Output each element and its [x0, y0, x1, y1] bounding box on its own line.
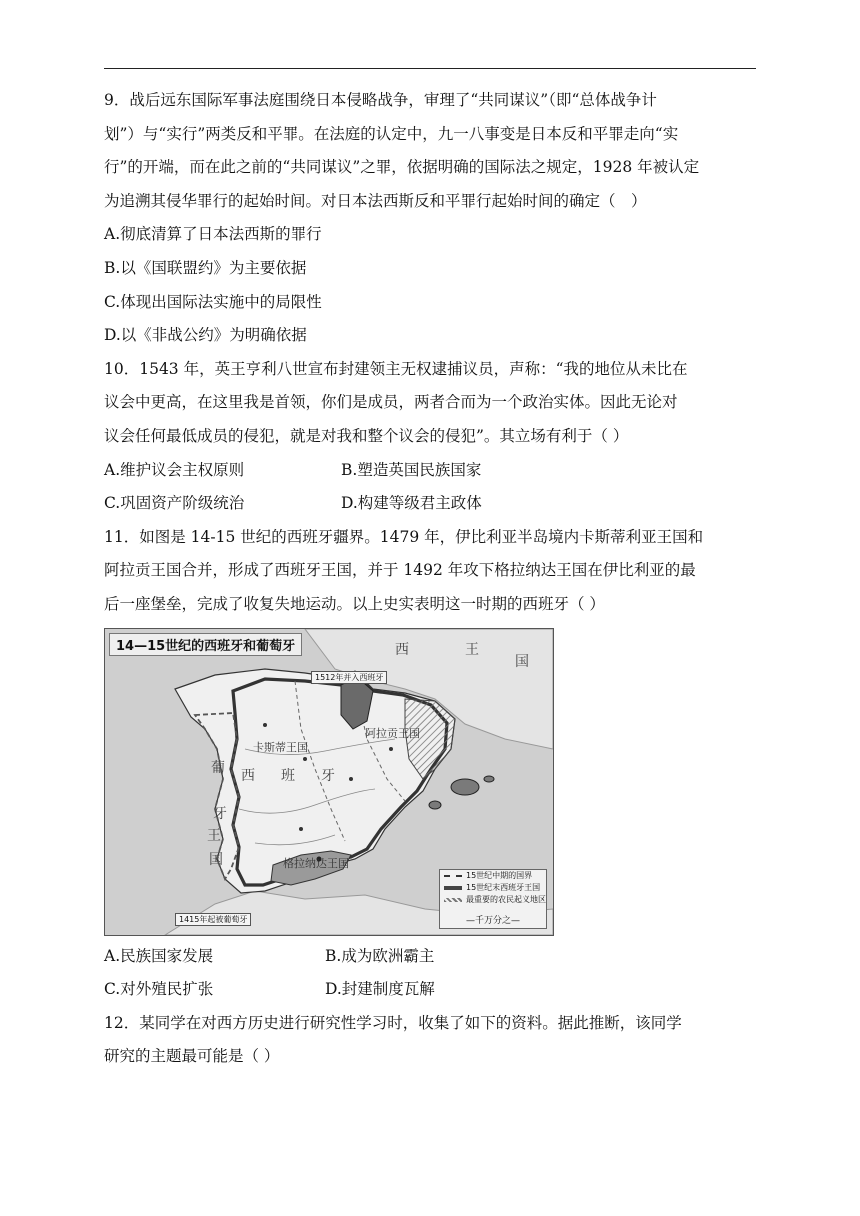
- granada-annotation: 1415年起被葡萄牙: [175, 913, 251, 926]
- q9-option-a[interactable]: A.彻底清算了日本法西斯的罪行: [104, 225, 322, 244]
- legend-swatch-hatched: [444, 898, 462, 902]
- map-label-ya2: 牙: [321, 767, 335, 784]
- map-legend: [439, 869, 547, 929]
- header-rule: [104, 68, 756, 69]
- q10-option-c[interactable]: C.巩固资产阶级统治: [104, 494, 245, 513]
- q10-line-3: 议会任何最低成员的侵犯，就是对我和整个议会的侵犯”。其立场有利于（ ）: [104, 426, 629, 445]
- q11-line-1: 11．如图是 14-15 世纪的西班牙疆界。1479 年，伊比利亚半岛境内卡斯蒂利亚王国和: [104, 527, 704, 546]
- q12-line-2: 研究的主题最可能是（ ）: [104, 1047, 280, 1066]
- legend-label-1: 15世纪中期的国界: [466, 871, 533, 880]
- q9-option-b[interactable]: B.以《国联盟约》为主要依据: [104, 258, 307, 277]
- q9-line-1: 9．战后远东国际军事法庭围绕日本侵略战争，审理了“共同谋议”（即“总体战争计: [104, 91, 657, 109]
- map-scale: —千万分之—: [465, 915, 520, 926]
- q10-options-row-2: [104, 487, 764, 521]
- q10-option-b[interactable]: B.塑造英国民族国家: [341, 460, 482, 479]
- navarre-annotation: 1512年并入西班牙: [311, 671, 387, 684]
- legend-item-3: [440, 894, 546, 906]
- legend-label-3: 最重要的农民起义地区: [466, 895, 546, 904]
- q9-line-2: 划”）与“实行”两类反和平罪。在法庭的认定中，九一八事变是日本反和平罪走向“实: [104, 124, 679, 143]
- q9-line-4: 为追溯其侵华罪行的起始时间。对日本法西斯反和平罪行起始时间的确定（ ）: [104, 191, 647, 210]
- legend-label-2: 15世纪末西班牙王国: [466, 883, 541, 892]
- q10-option-a[interactable]: A.维护议会主权原则: [104, 460, 245, 479]
- q11-option-d[interactable]: D.封建制度瓦解: [325, 980, 435, 999]
- q9-option-c[interactable]: C.体现出国际法实施中的局限性: [104, 292, 322, 311]
- map-label-xi2: 西: [241, 767, 255, 784]
- map-label-wang2: 王: [207, 827, 221, 844]
- map-label-guo: 国: [515, 653, 529, 670]
- q11-options-row-1: [104, 940, 764, 974]
- q9-option-d[interactable]: D.以《非战公约》为明确依据: [104, 326, 307, 345]
- q10-line-1: 10．1543 年，英王亨利八世宣布封建领主无权逮捕议员，声称：“我的地位从未比在: [104, 359, 688, 378]
- legend-item-1: [440, 870, 546, 882]
- q10-line-2: 议会中更高，在这里我是首领，你们是成员，两者合而为一个政治实体。因此无论对: [104, 393, 678, 412]
- question-9: [104, 84, 764, 353]
- legend-swatch-dashed: [444, 875, 462, 877]
- q11-option-b[interactable]: B.成为欧洲霸主: [325, 946, 435, 965]
- q11-line-2: 阿拉贡王国合并，形成了西班牙王国，并于 1492 年攻下格拉纳达王国在伊比利亚的最: [104, 561, 696, 580]
- iberia-map: [104, 628, 554, 936]
- q11-options-row-2: [104, 973, 764, 1007]
- legend-swatch-solid: [444, 886, 462, 890]
- map-label-ya: 牙: [213, 805, 227, 822]
- legend-item-2: [440, 882, 546, 894]
- map-label-wang: 王: [465, 641, 479, 658]
- map-label-granada: 格拉纳达王国: [283, 856, 349, 870]
- question-10: [104, 353, 764, 521]
- q11-option-c[interactable]: C.对外殖民扩张: [104, 980, 214, 999]
- map-label-guo2: 国: [209, 851, 223, 868]
- q9-line-3: 行”的开端，而在此之前的“共同谋议”之罪，依据明确的国际法之规定，1928 年被认定: [104, 158, 700, 177]
- q12-line-1: 12．某同学在对西方历史进行研究性学习时，收集了如下的资料。据此推断，该同学: [104, 1013, 682, 1032]
- exam-content: [104, 84, 764, 1074]
- map-label-xi: 西: [395, 641, 409, 658]
- q10-options-row-1: [104, 454, 764, 488]
- question-12: [104, 1007, 764, 1074]
- map-label-castile: 卡斯蒂王国: [253, 740, 308, 754]
- map-label-pu: 葡: [211, 759, 225, 776]
- map-label-ban: 班: [281, 767, 295, 784]
- map-title: 14—15世纪的西班牙和葡萄牙: [109, 633, 302, 656]
- q11-option-a[interactable]: A.民族国家发展: [104, 946, 214, 965]
- q10-option-d[interactable]: D.构建等级君主政体: [341, 494, 482, 513]
- q11-line-3: 后一座堡垒，完成了收复失地运动。以上史实表明这一时期的西班牙（ ）: [104, 594, 605, 613]
- question-11: [104, 521, 764, 1007]
- map-label-aragon: 阿拉贡王国: [365, 726, 420, 740]
